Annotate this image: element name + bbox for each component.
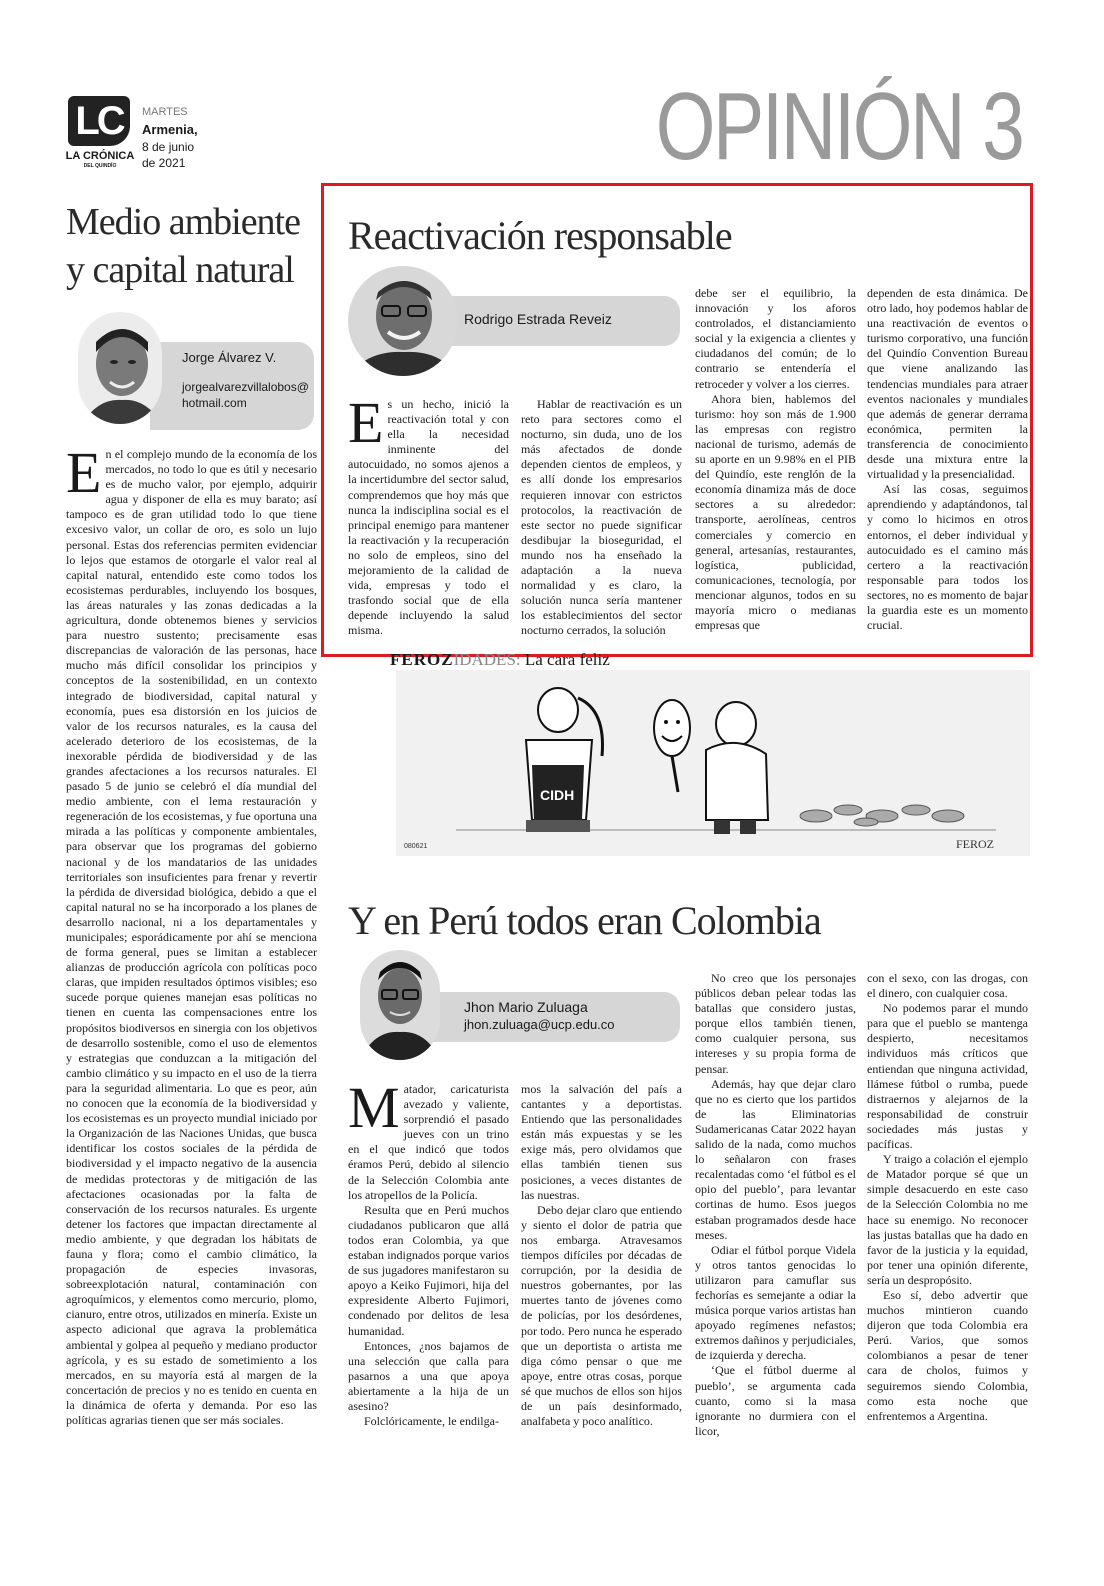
cartoon-caption: La cara feliz <box>524 650 610 669</box>
article3-col1-p1: atador, caricaturista avezado y valiente, sorprendió el pasado jueves con un trino en el que indicó que todos éramos Perú, debido al silencio de la Selección Colombia ante los atropellos de la Policía. <box>348 1082 509 1202</box>
article3-col2 <box>521 1082 682 1442</box>
article3-author: Jhon Mario Zuluaga <box>464 999 588 1015</box>
article3-col4-p3: Y traigo a colación el ejemplo de Matador porque sé que un simple desacuerdo en este caso de la Selección Colombia no me hace su enemigo. No reconocer las justas batallas que ha dado en favor de la justicia y la equidad, por tener una opinión diferente, sería un despropósito. <box>867 1152 1028 1287</box>
article1-body <box>66 447 317 1447</box>
article2-col3 <box>695 286 856 642</box>
article3-col3 <box>695 971 856 1442</box>
article3-col4-p1: con el sexo, con las drogas, con el dinero, con cualquier cosa. <box>867 971 1028 1001</box>
article3-col3-p3: Odiar el fútbol porque Videla y otros tantos genocidas lo utilizaron para camuflar sus fechorías es semejante a odiar la música porque varios artistas han apoyado regímenes nefastos; extremos dañinos y perjudiciales, de izquierda y derecha. <box>695 1242 856 1363</box>
article2-headline: Reactivación responsable <box>348 213 732 258</box>
article3-col3-p2: Además, hay que dejar claro que no es cierto que los partidos de las Eliminatorias Sudamericanas Catar 2022 hayan salido de la nada, como muchos lo señalaron con frases recalentadas como ‘el fútbol es el opio del pueblo’, para levantar cortinas de humo. Esos juegos estaban programados desde hace meses. <box>695 1076 856 1242</box>
article2-col3-p1: debe ser el equilibrio, la innovación y los aforos controlados, el distanciamiento social y la exigencia a clientes y ciudadanos del común; de lo contrario se entendería el retroceder y volver a los cierres. <box>695 286 856 391</box>
article2-col1 <box>348 397 509 642</box>
article3-headline: Y en Perú todos eran Colombia <box>348 898 821 943</box>
article3-byline-bar <box>400 992 680 1042</box>
article1-email-line2: hotmail.com <box>182 396 247 410</box>
newspaper-name: LA CRÓNICA <box>65 150 135 162</box>
article1-paragraph: n el complejo mundo de la economía de los mercados, no todo lo que es útil y necesario es de mucho valor, por ejemplo, adquirir agua y disponer de ella es muy barato; así tampoco es de gran utilidad todo lo que tiene excesivo valor, un collar de oro, es solo un lujo personal. Estas dos referencias permiten evidenciar lo lejos que estamos de otorgarle el valor real al capital natural, entendido este como todos los ecosistemas perdurables, incluyendo los bosques, las áreas naturales y las zonas dedicadas a la agricultura, donde obtenemos bienes y servicios para nuestro sustento; precisamente esas discrepancias de valoración de las personas, hace mucho más difícil consolidar los principios y conceptos de la sostenibilidad, en un contexto integrado de biodiversidad, capital natural y economía, pues esa distorsión en los juicios de valor de los recursos naturales, es la causa del acelerado deterioro de los ecosistemas, de la inexorable pérdida de biodiversidad y de las grandes afectaciones a los recursos naturales. El pasado 5 de junio se celebró el día mundial del medio ambiente, con el lema restauración y regeneración de los ecosistemas, y fue oportuna una mirada a las políticas y componente ambientales, para observar que los programas del gobierno nacional y de los mandatarios de las unidades territoriales son insuficientes para frenar y revertir la pérdida de diversidad biológica, debido a que el capital natural no se ha incorporado a los planes de desarrollo nacional, ni a los departamentales y municipales; esporádicamente por ahí se menciona de forma general, pues se limitan a establecer alianzas de producción agrícola con políticas poco claras, que impiden resultados óptimos visibles; eso sucede porque quienes manejan esas políticas no tienen en cuenta las compensaciones entre los propósitos biodiversos en sinergia con los objetivos de desarrollo sostenible, como el uso de elementos y estrategias que conduzcan a la mitigación del cambio climático y su impacto en el uso de la tierra para la seguridad alimentaria. Lo que es peor, aún no conocen que la economía de la biodiversidad y los ecosistemas es un proyecto mundial iniciado por la Organización de las Naciones Unidas, que busca identificar los costos sociales de la pérdida de biodiversidad y el impacto negativo de la ausencia de medidas protectoras y de mitigación de las afectaciones ocasionadas por la falta de conservación de los recursos naturales. Es urgente detener los factores que impactan directamente al medio ambiente, y que degradan los hábitats de fauna y flora; como el cambio climático, la propagación de especies invasoras, sobreexplotación natural, contaminación con agroquímicos, y elementos como mercurio, plomo, cianuro, entre otros, utilizados en minería. Existe un aspecto adicional que agrava la problemática ambiental y golpea al pequeño y mediano productor agrícola, y es su estado de sometimiento a los mercados, en su mayoría está al margen de la concertación de precios y no es tenido en cuenta en la dinámica de oferta y demanda. Por eso las políticas agrarias tienen que ser más sociales. <box>66 447 317 1427</box>
article1-drop-cap: E <box>66 447 102 505</box>
article1-author-photo <box>78 312 162 424</box>
article2-author-photo <box>348 266 458 376</box>
article2-col4 <box>867 286 1028 642</box>
issue-date: 8 de junio <box>142 140 195 154</box>
article1-headline-line1: Medio ambiente <box>66 201 300 243</box>
article3-col2-p1: mos la salvación del país a cantantes y a deportistas. Entiendo que las personalidades están más expuestas y se les exige más, pero olvidamos que ellas también tienen sus posiciones, a veces distantes de las nuestras. <box>521 1082 682 1202</box>
article1-byline-bar <box>150 342 314 430</box>
article3-col3-p4: ‘Que el fútbol duerme al pueblo’, se argumenta cada cuanto, como si la masa ignorante no durmiera con el licor, <box>695 1363 856 1438</box>
newspaper-subname: DEL QUINDÍO <box>83 163 117 169</box>
issue-year: de 2021 <box>142 156 186 170</box>
article1-email-line1: jorgealvarezvillalobos@ <box>182 380 309 394</box>
cartoon-title-faint: IDADES: <box>453 650 521 669</box>
article1-author: Jorge Álvarez V. <box>182 350 277 365</box>
article2-drop-cap: E <box>348 397 384 455</box>
article3-col1-p2: Resulta que en Perú muchos ciudadanos publicaron que allá todos eran Colombia, ya que estaban indignados porque varios de sus jugadores manifestaron su apoyo a Keiko Fujimori, hija del expresidente Alberto Fujimori, condenado por delitos de lesa humanidad. <box>348 1202 509 1338</box>
cartoon-drawing <box>396 670 1030 856</box>
article3-col4-p4: Eso sí, debo advertir que muchos mintieron cuando dijeron que toda Colombia era Perú. Varios, que somos colombianos a pesar de tener cara de cholos, fuimos y seguiremos siendo Colombia, como esta noche que enfrentemos a Argentina. <box>867 1287 1028 1423</box>
article3-author-photo <box>360 950 440 1060</box>
cartoon-signature: FEROZ <box>956 837 995 851</box>
article2-col1-text: s un hecho, inició la reactivación total y con ella la necesidad inminente del autocuidado, no somos ajenos a la incertidumbre del sector salud, comprendemos que hoy más que nunca la indisciplina social es el principal enemigo para mantener la reactivación y la recuperación no solo de empleos, sino del mejoramiento de la calidad de vida, empresas y todo el trasfondo social que de ella depende incluyendo la salud misma. <box>348 397 509 638</box>
article3-col1-p4: Folclóricamente, le endilga- <box>364 1414 499 1429</box>
article3-email: jhon.zuluaga@ucp.edu.co <box>464 1017 615 1032</box>
article3-col1 <box>348 1082 509 1442</box>
cartoon-panel <box>396 670 1030 856</box>
newspaper-logo: LC <box>68 96 130 146</box>
cartoon-badge: CIDH <box>540 787 575 803</box>
article2-col3-p2: Ahora bien, hablemos del turismo: hoy son más de 1.900 las empresas con registro nacional de turismo, además de su aporte en un 9.98% en el PIB del Quindío, este renglón de la economía dinamiza más de doce sectores a su alrededor: transporte, aerolíneas, centros comerciales y comercio en general, artesanías, restaurantes, logística, publicidad, comunicaciones, tecnología, por mencionar algunos, todos en su mayoría micro o medianas empresas que <box>695 391 856 633</box>
article2-author: Rodrigo Estrada Reveiz <box>464 311 612 327</box>
article3-drop-cap: M <box>348 1082 400 1140</box>
article3-col1-p3: Entonces, ¿nos bajamos de una selección que calla para pasarnos a una que apoya abiertamente a la hija de un asesino? <box>348 1338 509 1413</box>
article3-col3-p1: No creo que los personajes públicos deban pelear todas las batallas que considero justas, porque ellos también tienen, como cualquier persona, sus intereses y su propia forma de pensar. <box>695 971 856 1076</box>
article2-col4-p1: dependen de esta dinámica. De otro lado, hoy podemos hablar de una reactivación de eventos o turismo corporativo, una función del Quindío Convention Bureau que viene analizando las tendencias mundiales para atraer eventos nacionales y mundiales que además de generar derrama económica, permiten la transferencia de conocimiento desde una mixtura entre la virtualidad y la presencialidad. <box>867 286 1028 482</box>
article3-col2-p2: Debo dejar claro que entiendo y siento el dolor de patria que nos embarga. Atravesamos tiempos difíciles por décadas de corrupción, por la desidia de nuestros gobernantes, por las muertes tanto de jóvenes como de policías, por los desórdenes, por todo. Pero nunca he esperado que un deportista o artista me diga cómo pensar o que me apoye, entre otras cosas, porque sé que muchos de ellos son hijos de un país desinformado, analfabeta y poco analítico. <box>521 1202 682 1429</box>
section-title: OPINIÓN 3 <box>655 73 1022 180</box>
article2-col2 <box>521 397 682 642</box>
article2-col4-p2: Así las cosas, seguimos aprendiendo y adaptándonos, tal y como lo hicimos en otros entornos, el deber individual y autocuidado es el camino más certero a la reactivación responsable para todos los sectores, no es momento de bajar la guardia este es un momento crucial. <box>867 482 1028 633</box>
issue-city: Armenia, <box>142 122 198 137</box>
article1-headline-line2: y capital natural <box>66 249 294 291</box>
cartoon-title-bold: FEROZ <box>390 650 454 669</box>
article2-col2-text: Hablar de reactivación es un reto para sectores como el nocturno, sin duda, uno de los más afectados de donde dependen cientos de empleos, y es allí donde los empresarios requieren innovar con estrictos protocolos, la reactivación de este sector no puede significar desdibujar la bioseguridad, el mundo nos ha enseñado la adaptación a la nueva normalidad y es claro, la solución nunca sería mantener los establecimientos del sector nocturno cerrados, la solución <box>521 397 682 638</box>
article3-col4-p2: No podemos parar el mundo para que el pueblo se mantenga despierto, necesitamos individuos más críticos que entiendan que ninguna actividad, llámese fútbol o rumba, puede distraernos y alejarnos de la responsabilidad de construir sociedades más justas y pacíficas. <box>867 1001 1028 1152</box>
article3-col4 <box>867 971 1028 1442</box>
cartoon-code: 080621 <box>404 843 428 850</box>
issue-day: MARTES <box>142 106 188 118</box>
cartoon-title <box>390 650 610 670</box>
